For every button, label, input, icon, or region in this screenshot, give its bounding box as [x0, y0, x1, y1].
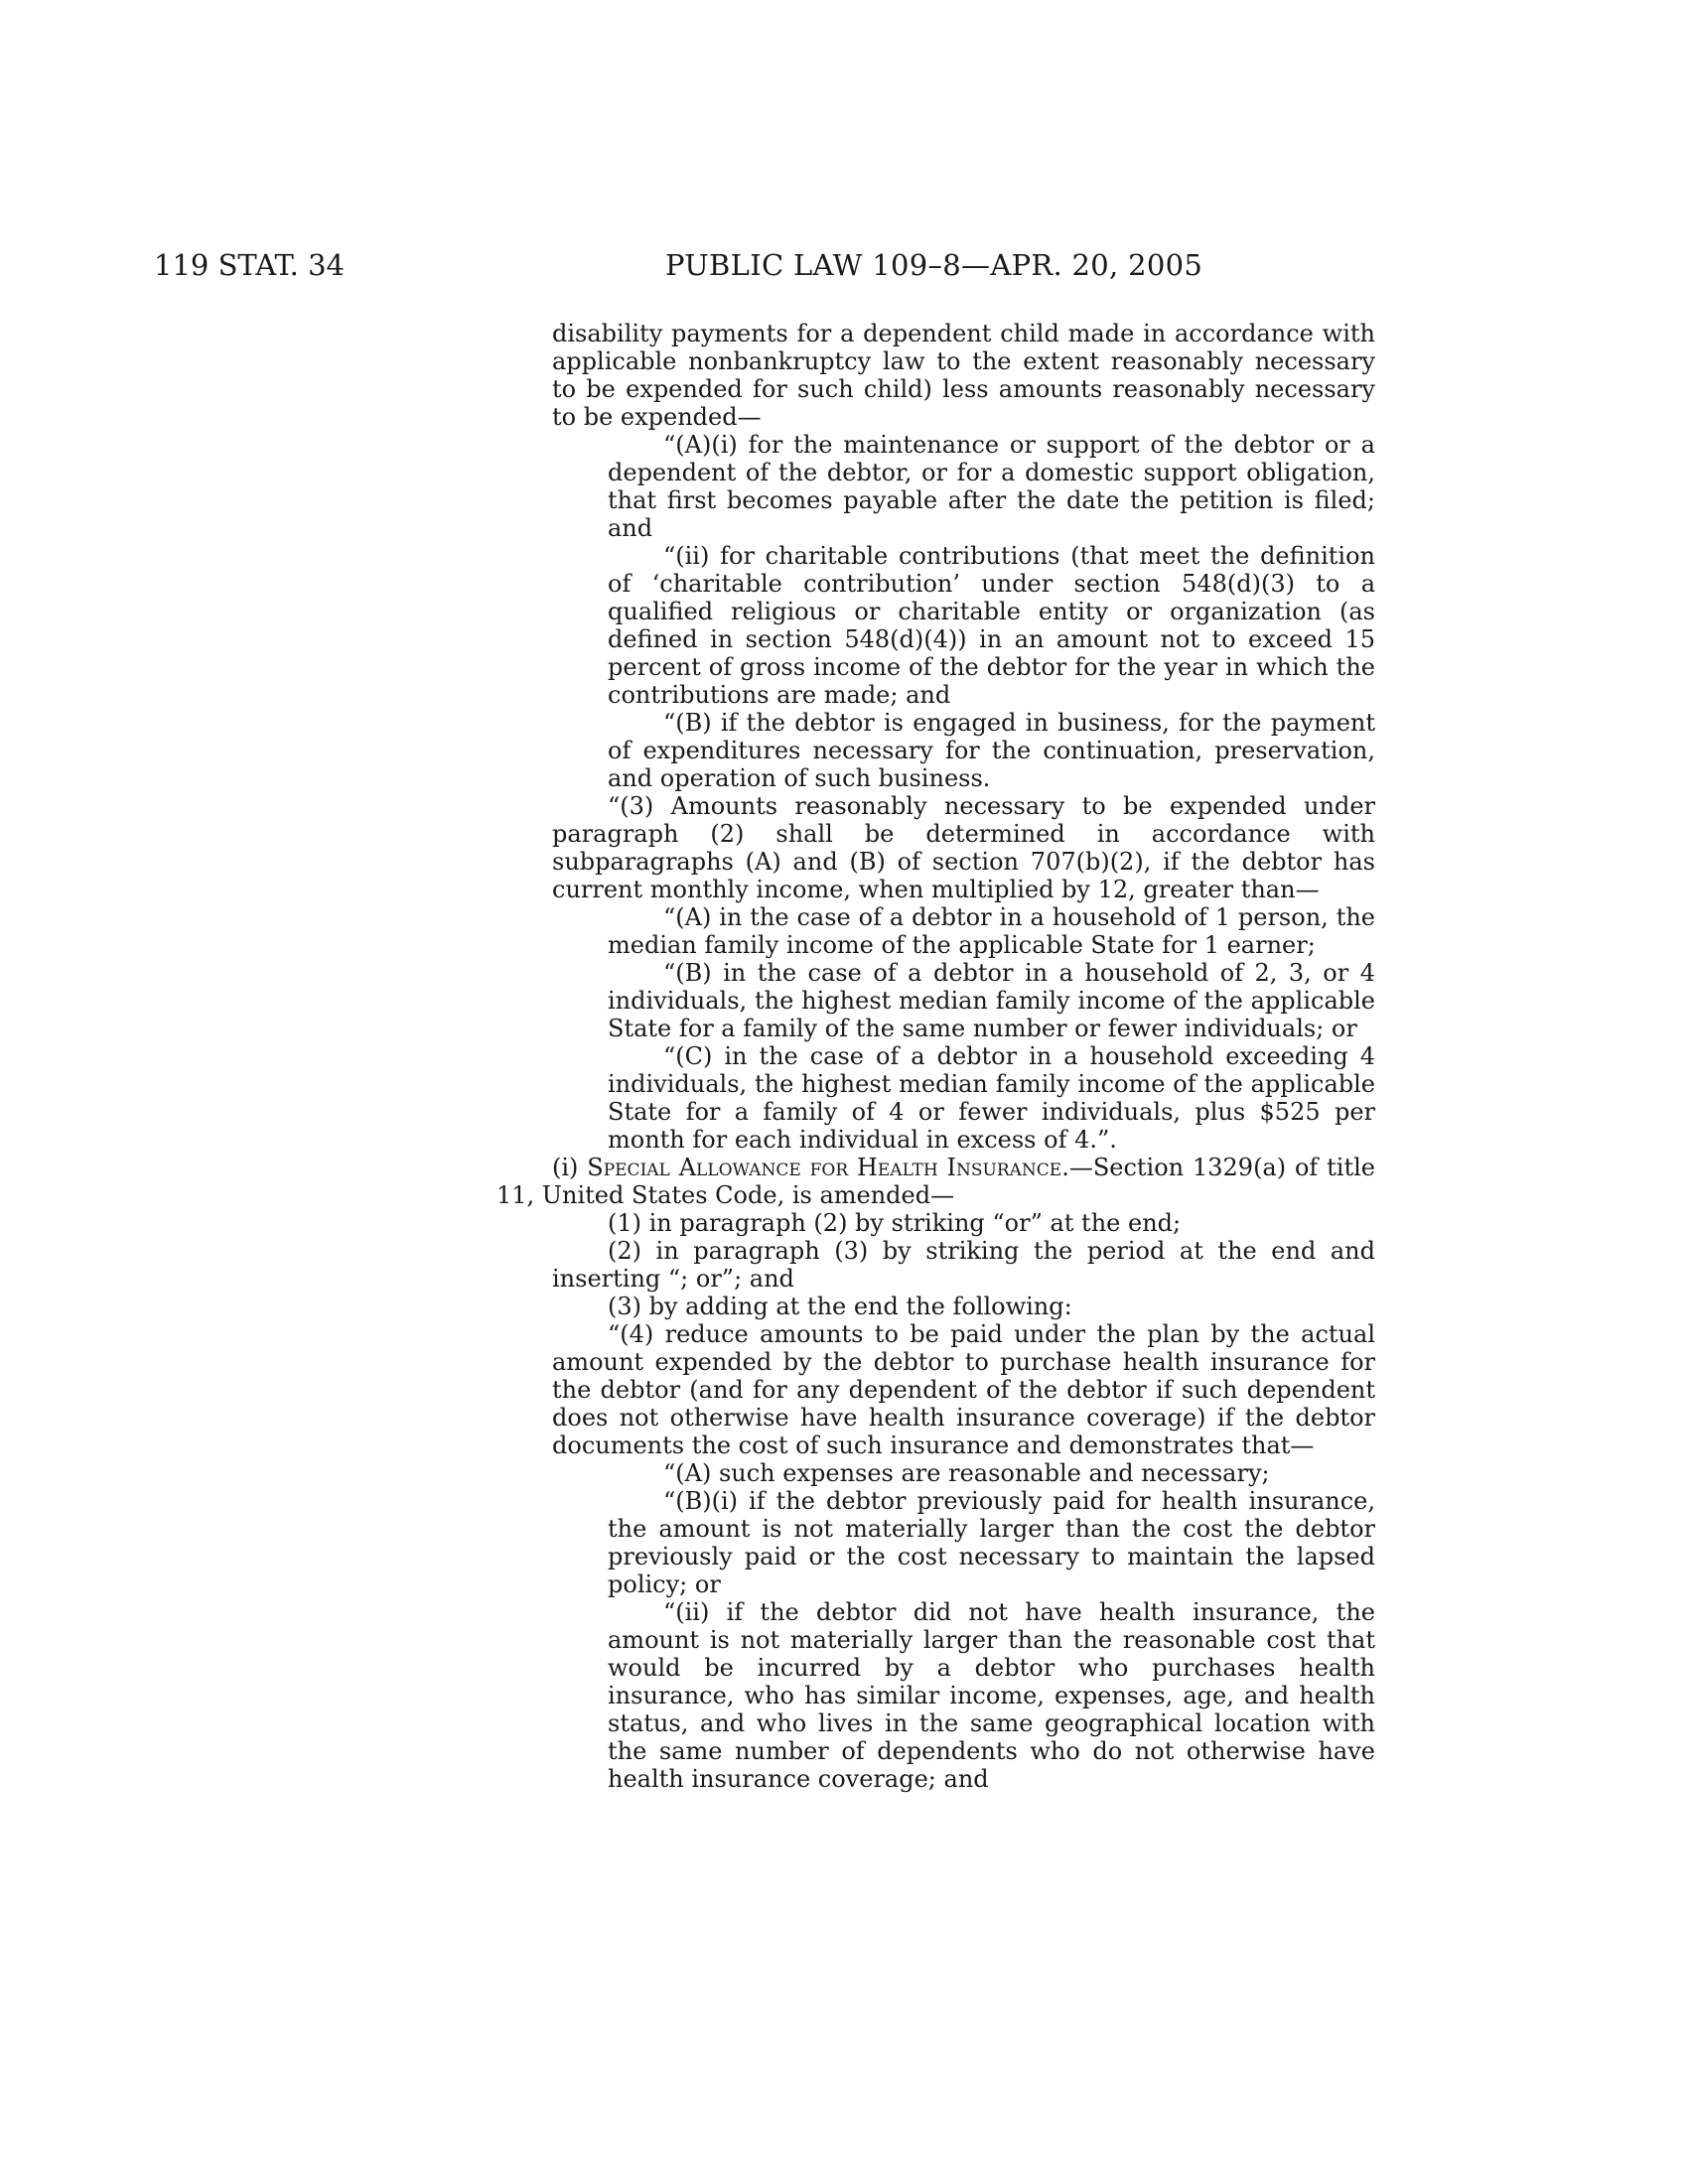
- paragraph-3-B: “(B) in the case of a debtor in a household of 2, 3, or 4 individuals, the highest median family income of the applicable State for a family of the same number or fewer individuals; or: [608, 959, 1375, 1042]
- page-title: PUBLIC LAW 109–8—APR. 20, 2005: [665, 248, 1203, 282]
- section-i-text: —Section 1329(a) of title 11, United States Code, is amended—: [496, 1154, 1375, 1209]
- paragraph-4-ii: “(ii) if the debtor did not have health insurance, the amount is not materially larger than the reasonable cost that would be incurred by a debtor who purchases health insurance, who has similar income, expenses, age, and health status, and who lives in the same geographical location with the same number of dependents who do not otherwise have health insurance coverage; and: [608, 1598, 1375, 1793]
- page-reference: 119 STAT. 34: [154, 248, 345, 282]
- document-body: [0, 320, 1688, 1793]
- paragraph-3: “(3) Amounts reasonably necessary to be expended under paragraph (2) shall be determined in accordance with subparagraphs (A) and (B) of section 707(b)(2), if the debtor has current monthly income, when multiplied by 12, greater than—: [552, 792, 1375, 903]
- section-i-label: (i): [552, 1154, 579, 1181]
- section-i-heading: [496, 1154, 1375, 1209]
- amendment-3: (3) by adding at the end the following:: [608, 1293, 1072, 1320]
- amendment-1: (1) in paragraph (2) by striking “or” at the end;: [608, 1209, 1182, 1237]
- amendment-2: (2) in paragraph (3) by striking the period at the end and inserting “; or”; and: [552, 1237, 1375, 1293]
- paragraph-3-C: “(C) in the case of a debtor in a household exceeding 4 individuals, the highest median family income of the applicable State for a family of 4 or fewer individuals, plus $525 per month for each individual in excess of 4.”.: [608, 1042, 1375, 1154]
- paragraph-B: “(B) if the debtor is engaged in business, for the payment of expenditures necessary for the continuation, preservation, and operation of such business.: [608, 709, 1375, 792]
- section-i-title: Special Allowance for Health Insurance.: [587, 1154, 1069, 1181]
- paragraph-3-A: “(A) in the case of a debtor in a household of 1 person, the median family income of the applicable State for 1 earner;: [608, 903, 1375, 959]
- paragraph-ii: “(ii) for charitable contributions (that meet the definition of ‘charitable contribution’ under section 548(d)(3) to a qualified religious or charitable entity or organization (as defined in section 548(d)(4)) in an amount not to exceed 15 percent of gross income of the debtor for the year in which the contributions are made; and: [608, 542, 1375, 709]
- paragraph-4-A: “(A) such expenses are reasonable and necessary;: [663, 1459, 1270, 1487]
- page-header: [154, 248, 1375, 288]
- paragraph-A-i: “(A)(i) for the maintenance or support of the debtor or a dependent of the debtor, or for a domestic support obligation, that first becomes payable after the date the petition is filed; and: [608, 431, 1375, 542]
- paragraph-continuation: disability payments for a dependent child made in accordance with applicable nonbankruptcy law to the extent reasonably necessary to be expended for such child) less amounts reasonably necessary to be expended—: [552, 320, 1375, 431]
- paragraph-4: “(4) reduce amounts to be paid under the plan by the actual amount expended by the debtor to purchase health insurance for the debtor (and for any dependent of the debtor if such dependent does not otherwise have health insurance coverage) if the debtor documents the cost of such insurance and demonstrates that—: [552, 1320, 1375, 1459]
- paragraph-4-B-i: “(B)(i) if the debtor previously paid for health insurance, the amount is not materially larger than the cost the debtor previously paid or the cost necessary to maintain the lapsed policy; or: [608, 1487, 1375, 1598]
